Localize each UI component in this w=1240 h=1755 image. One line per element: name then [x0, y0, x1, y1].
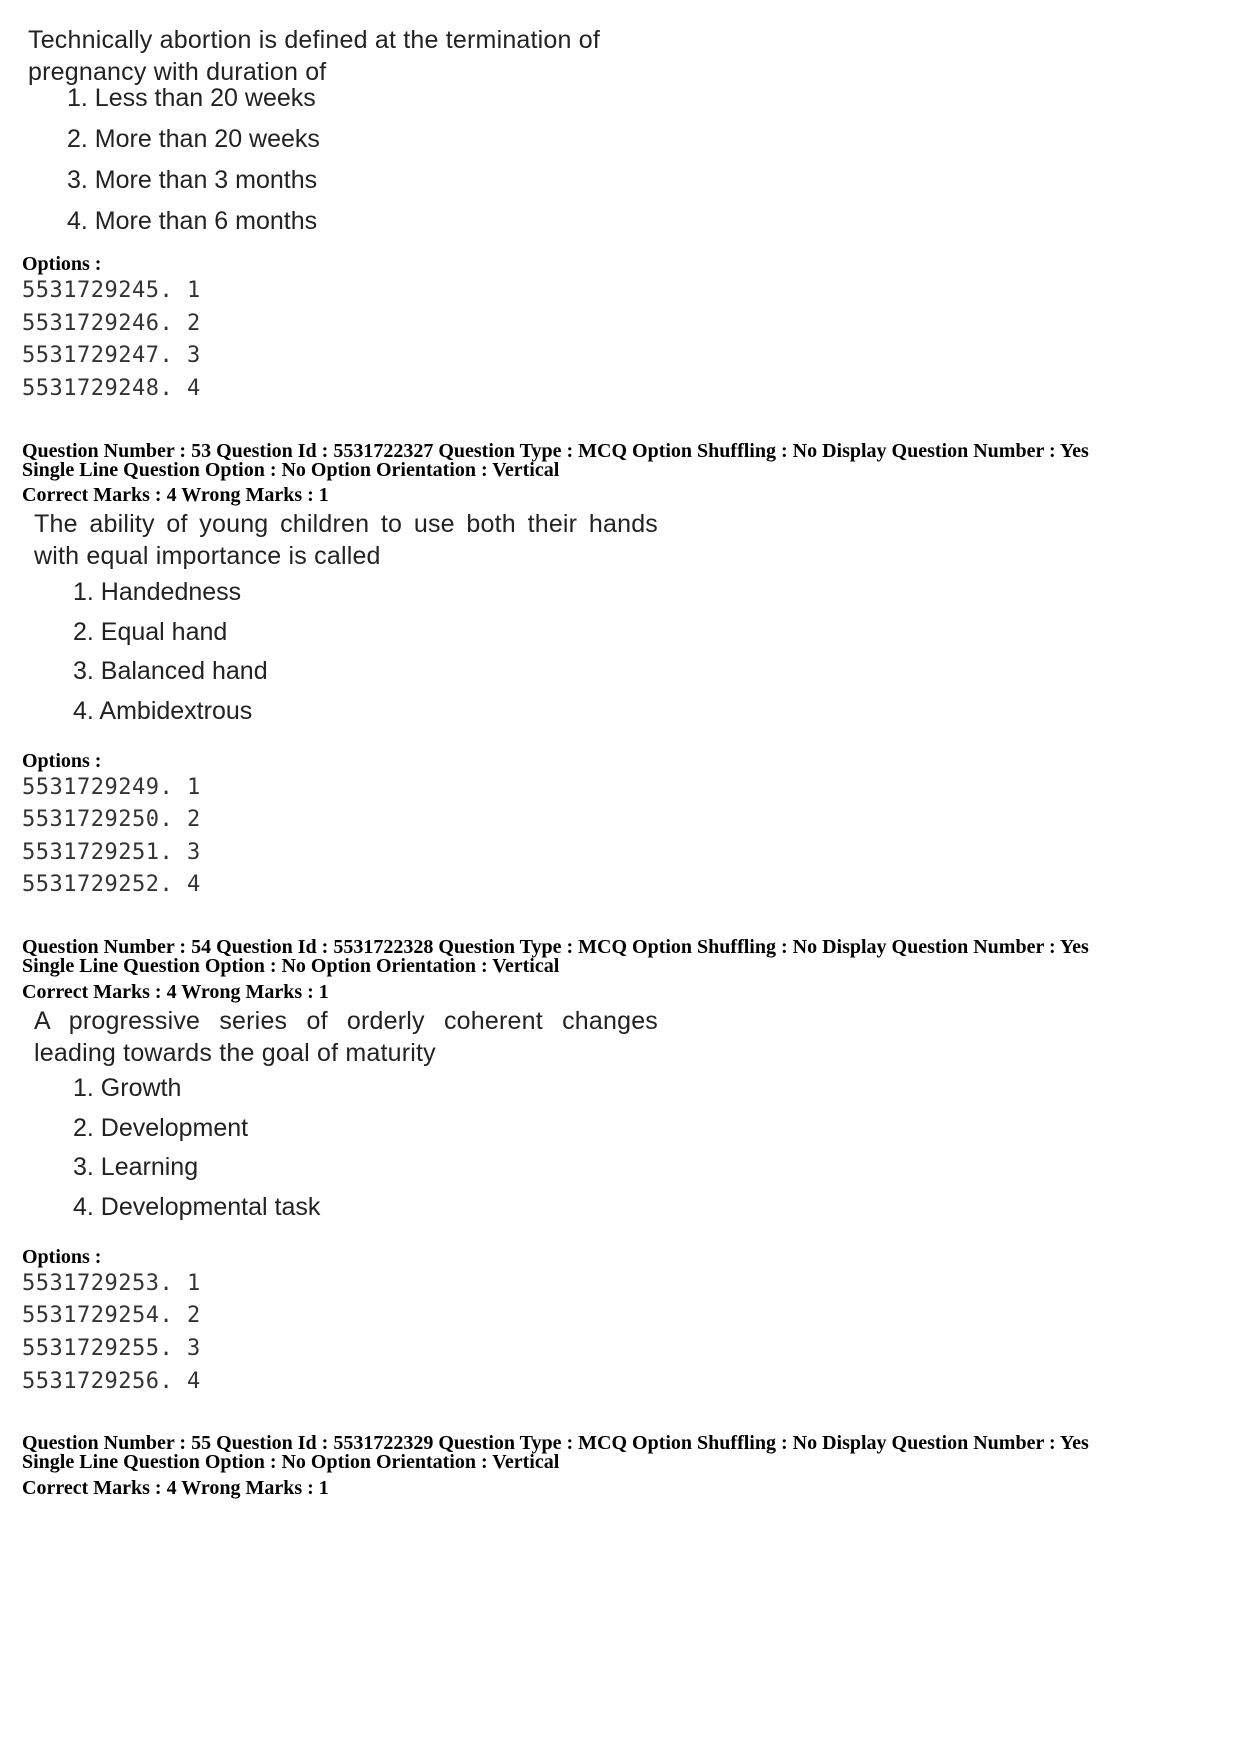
answer-choice: 4. More than 6 months — [67, 207, 318, 235]
option-id: 5531729252. 4 — [22, 872, 201, 897]
question-text: A progressive series of orderly coherent changes leading towards the goal of maturity — [34, 1007, 658, 1067]
marks-line: Correct Marks : 4 Wrong Marks : 1 — [22, 484, 329, 506]
option-id: 5531729250. 2 — [22, 807, 201, 832]
question-meta: Question Number : 54 Question Id : 5531722328 Question Type : MCQ Option Shuffling : No Display Question Number : Yes — [22, 936, 1089, 958]
answer-choice: 1. Handedness — [73, 578, 242, 606]
answer-choice: 2. More than 20 weeks — [67, 125, 320, 153]
answer-choice: 1. Growth — [73, 1074, 182, 1102]
option-id: 5531729248. 4 — [22, 376, 201, 401]
answer-choice: 2. Development — [73, 1114, 249, 1142]
answer-choice: 1. Less than 20 weeks — [67, 84, 316, 112]
option-id: 5531729253. 1 — [22, 1271, 201, 1296]
question-meta: Question Number : 53 Question Id : 5531722327 Question Type : MCQ Option Shuffling : No Display Question Number : Yes — [22, 440, 1089, 462]
answer-choice: 4. Developmental task — [73, 1193, 321, 1221]
question-meta: Single Line Question Option : No Option Orientation : Vertical — [22, 459, 560, 481]
option-id: 5531729245. 1 — [22, 278, 201, 303]
answer-choice: 3. More than 3 months — [67, 166, 318, 194]
option-id: 5531729251. 3 — [22, 840, 201, 865]
answer-choice: 4. Ambidextrous — [73, 697, 253, 725]
options-label: Options : — [22, 750, 102, 772]
question-meta: Single Line Question Option : No Option Orientation : Vertical — [22, 955, 560, 977]
option-id: 5531729255. 3 — [22, 1336, 201, 1361]
answer-choice: 3. Learning — [73, 1153, 199, 1181]
options-label: Options : — [22, 1246, 102, 1268]
question-text: Technically abortion is defined at the termination of pregnancy with duration of — [28, 26, 601, 86]
answer-choice: 3. Balanced hand — [73, 657, 268, 685]
option-id: 5531729247. 3 — [22, 343, 201, 368]
options-label: Options : — [22, 253, 102, 275]
answer-choice: 2. Equal hand — [73, 618, 228, 646]
option-id: 5531729249. 1 — [22, 775, 201, 800]
option-id: 5531729256. 4 — [22, 1369, 201, 1394]
option-id: 5531729254. 2 — [22, 1303, 201, 1328]
marks-line: Correct Marks : 4 Wrong Marks : 1 — [22, 981, 329, 1003]
question-text: The ability of young children to use both their hands with equal importance is called — [34, 510, 658, 570]
question-meta: Question Number : 55 Question Id : 5531722329 Question Type : MCQ Option Shuffling : No Display Question Number : Yes — [22, 1432, 1089, 1454]
question-meta: Single Line Question Option : No Option Orientation : Vertical — [22, 1451, 560, 1473]
marks-line: Correct Marks : 4 Wrong Marks : 1 — [22, 1477, 329, 1499]
option-id: 5531729246. 2 — [22, 311, 201, 336]
